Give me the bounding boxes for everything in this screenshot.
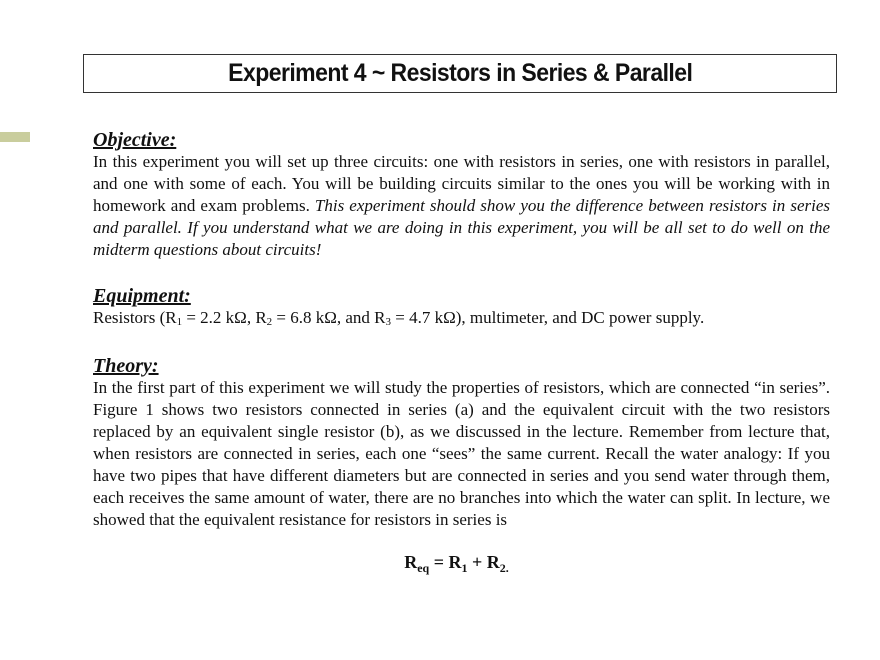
side-accent-bar xyxy=(0,132,30,142)
formula-sub-1: 1 xyxy=(461,561,468,575)
equipment-text-3: = 6.8 kΩ, and R xyxy=(272,308,386,327)
equipment-section xyxy=(93,285,830,333)
theory-heading: Theory: xyxy=(93,355,159,377)
equipment-sub-1: 1 xyxy=(176,316,183,328)
equipment-text-2: = 2.2 kΩ, R xyxy=(182,308,267,327)
objective-text-italic: This experiment should show you the difference between resistors in series and parallel. If you understand what we are doing in this experiment, you will be all set to do well on the midterm questions about circuits! xyxy=(93,196,830,259)
formula-period: . xyxy=(505,561,509,575)
formula-r: R xyxy=(404,552,418,572)
objective-heading: Objective: xyxy=(93,129,177,151)
title-box xyxy=(83,54,837,93)
equipment-text-4: = 4.7 kΩ), multimeter, and DC power supply. xyxy=(391,308,705,327)
objective-section xyxy=(93,129,830,261)
formula-sub-2: 2 xyxy=(499,561,506,575)
theory-section xyxy=(93,355,830,531)
formula-sub-eq: eq xyxy=(417,561,430,575)
equipment-paragraph xyxy=(93,307,830,333)
objective-text-plain: In this experiment you will set up three circuits: one with resistors in series, one with resistors in parallel, and one with some of each. You will be building circuits similar to the ones you will be working with in homework and exam problems. xyxy=(93,152,830,215)
formula-eq: = R xyxy=(429,552,462,572)
formula-plus: + R xyxy=(467,552,500,572)
series-resistance-formula xyxy=(0,550,880,580)
page-title: Experiment 4 ~ Resistors in Series & Parallel xyxy=(227,59,693,87)
objective-paragraph xyxy=(93,151,830,261)
equipment-text-1: Resistors (R xyxy=(93,308,177,327)
theory-paragraph: In the first part of this experiment we will study the properties of resistors, which are connected “in series”. Figure 1 shows two resistors connected in series (a) and the equivalent circuit with the two resistors replaced by an equivalent single resistor (b), as we discussed in the lecture. Remember from lecture that, when resistors are connected in series, each one “sees” the same current. Recall the water analogy: If you have two pipes that have different diameters but are connected in series and you send water through them, each receives the same amount of water, there are no branches into which the water can split. In lecture, we showed that the equivalent resistance for resistors in series is xyxy=(93,378,830,529)
equipment-heading: Equipment: xyxy=(93,285,191,307)
equipment-sub-3: 3 xyxy=(385,316,392,328)
equipment-sub-2: 2 xyxy=(266,316,273,328)
